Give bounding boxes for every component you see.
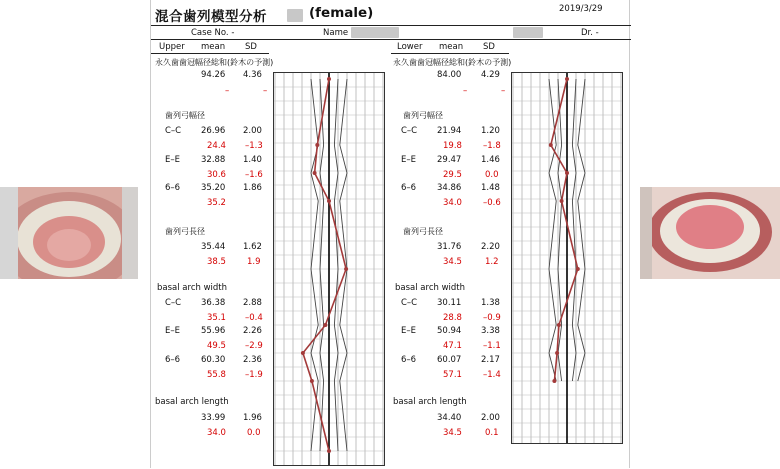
patient-point bbox=[552, 379, 556, 383]
upper-crown-mean: 94.26 bbox=[201, 70, 226, 80]
upper-crown-z: – bbox=[263, 86, 268, 96]
lower-aw-cc-label: C–C bbox=[401, 126, 418, 136]
patient-point bbox=[323, 323, 327, 327]
upper-bw-66-sd: 2.36 bbox=[243, 355, 262, 365]
upper-bw-cc-value: 35.1 bbox=[207, 313, 226, 323]
section-crown-width: 永久歯歯冠幅径総和(鈴木の予測) bbox=[393, 58, 512, 67]
sd-envelope-right bbox=[578, 79, 585, 381]
upper-crown-sd: 4.36 bbox=[243, 70, 262, 80]
lower-profile-plot bbox=[512, 73, 622, 443]
patient-point bbox=[555, 351, 559, 355]
mean-column-header: mean bbox=[201, 42, 226, 52]
lower-bw-66-label: 6–6 bbox=[401, 355, 417, 365]
upper-bw-cc-z: –0.4 bbox=[245, 313, 263, 323]
lower-aw-ee-label: E–E bbox=[401, 155, 416, 165]
header-divider bbox=[151, 25, 631, 26]
lower-bw-cc-mean: 30.11 bbox=[437, 298, 462, 308]
lower-aw-ee-z: 0.0 bbox=[485, 170, 499, 180]
lower-bw-ee-z: –1.1 bbox=[483, 341, 501, 351]
patient-point bbox=[549, 143, 553, 147]
section-crown-width: 永久歯歯冠幅径総和(鈴木の予測) bbox=[155, 58, 274, 67]
lower-aw-ee-mean: 29.47 bbox=[437, 155, 462, 165]
upper-profile-plot bbox=[274, 73, 384, 465]
upper-al-value: 38.5 bbox=[207, 257, 226, 267]
upper-crown-value: – bbox=[225, 86, 230, 96]
lower-crown-mean: 84.00 bbox=[437, 70, 462, 80]
lower-al-mean: 31.76 bbox=[437, 242, 462, 252]
lower-bl-sd: 2.00 bbox=[481, 413, 500, 423]
patient-point bbox=[557, 323, 561, 327]
patient-point bbox=[565, 77, 569, 81]
lower-bw-66-mean: 60.07 bbox=[437, 355, 462, 365]
patient-id-redacted bbox=[287, 9, 303, 22]
lower-bw-ee-mean: 50.94 bbox=[437, 326, 462, 336]
lower-aw-66-value: 34.0 bbox=[443, 198, 462, 208]
lower-bw-66-sd: 2.17 bbox=[481, 355, 500, 365]
patient-point bbox=[301, 351, 305, 355]
upper-aw-66-mean: 35.20 bbox=[201, 183, 226, 193]
upper-al-z: 1.9 bbox=[247, 257, 261, 267]
lower-bw-ee-value: 47.1 bbox=[443, 341, 462, 351]
upper-aw-cc-z: –1.3 bbox=[245, 141, 263, 151]
lower-aw-66-z: –0.6 bbox=[483, 198, 501, 208]
lower-bw-cc-sd: 1.38 bbox=[481, 298, 500, 308]
upper-bw-cc-mean: 36.38 bbox=[201, 298, 226, 308]
section-arch-length: 歯列弓長径 bbox=[165, 227, 205, 236]
name-label: Name bbox=[323, 28, 349, 38]
lower-aw-66-label: 6–6 bbox=[401, 183, 417, 193]
upper-aw-66-value: 35.2 bbox=[207, 198, 226, 208]
upper-aw-66-label: 6–6 bbox=[165, 183, 181, 193]
upper-bw-66-mean: 60.30 bbox=[201, 355, 226, 365]
upper-bl-sd: 1.96 bbox=[243, 413, 262, 423]
name-redacted bbox=[351, 27, 399, 38]
section-basal-length: basal arch length bbox=[155, 397, 229, 407]
upper-aw-ee-value: 30.6 bbox=[207, 170, 226, 180]
lower-bw-66-z: –1.4 bbox=[483, 370, 501, 380]
report-date: 2019/3/29 bbox=[559, 4, 603, 14]
info-redacted bbox=[513, 27, 543, 38]
lower-bw-cc-value: 28.8 bbox=[443, 313, 462, 323]
upper-bw-ee-mean: 55.96 bbox=[201, 326, 226, 336]
upper-arch-photo bbox=[0, 187, 138, 279]
lower-bw-ee-label: E–E bbox=[401, 326, 416, 336]
column-header-rule bbox=[151, 53, 269, 54]
upper-aw-ee-z: –1.6 bbox=[245, 170, 263, 180]
lower-al-sd: 2.20 bbox=[481, 242, 500, 252]
patient-point bbox=[315, 143, 319, 147]
section-basal-width: basal arch width bbox=[157, 283, 228, 293]
upper-aw-cc-label: C–C bbox=[165, 126, 182, 136]
patient-point bbox=[560, 199, 564, 203]
section-arch-width: 歯列弓幅径 bbox=[403, 111, 443, 120]
patient-point bbox=[327, 199, 331, 203]
upper-aw-66-sd: 1.86 bbox=[243, 183, 262, 193]
case-number: Case No. - bbox=[191, 28, 235, 38]
lower-bw-cc-z: –0.9 bbox=[483, 313, 501, 323]
upper-profile-chart bbox=[273, 72, 385, 466]
patient-point bbox=[565, 171, 569, 175]
page-title: 混合歯列模型分析 bbox=[155, 9, 267, 25]
section-basal-length: basal arch length bbox=[393, 397, 467, 407]
upper-bw-66-value: 55.8 bbox=[207, 370, 226, 380]
patient-point bbox=[344, 267, 348, 271]
patient-point bbox=[327, 449, 331, 453]
mean-column-header: mean bbox=[439, 42, 464, 52]
upper-bw-66-z: –1.9 bbox=[245, 370, 263, 380]
lower-crown-z: – bbox=[501, 86, 506, 96]
lower-bw-66-value: 57.1 bbox=[443, 370, 462, 380]
lower-aw-cc-mean: 21.94 bbox=[437, 126, 462, 136]
upper-bw-ee-sd: 2.26 bbox=[243, 326, 262, 336]
upper-bl-value: 34.0 bbox=[207, 428, 226, 438]
lower-bl-z: 0.1 bbox=[485, 428, 499, 438]
sd-column-header: SD bbox=[245, 42, 257, 52]
upper-aw-ee-label: E–E bbox=[165, 155, 180, 165]
upper-bw-ee-value: 49.5 bbox=[207, 341, 226, 351]
upper-bw-cc-sd: 2.88 bbox=[243, 298, 262, 308]
lower-aw-66-mean: 34.86 bbox=[437, 183, 462, 193]
sex-label: (female) bbox=[309, 5, 374, 21]
analysis-sheet bbox=[150, 0, 630, 468]
lower-aw-cc-sd: 1.20 bbox=[481, 126, 500, 136]
lower-arch-photo bbox=[640, 187, 780, 279]
section-arch-length: 歯列弓長径 bbox=[403, 227, 443, 236]
lower-crown-value: – bbox=[463, 86, 468, 96]
upper-aw-ee-sd: 1.40 bbox=[243, 155, 262, 165]
lower-bl-value: 34.5 bbox=[443, 428, 462, 438]
upper-bw-ee-z: –2.9 bbox=[245, 341, 263, 351]
lower-bw-cc-label: C–C bbox=[401, 298, 418, 308]
section-arch-width: 歯列弓幅径 bbox=[165, 111, 205, 120]
lower-aw-cc-value: 19.8 bbox=[443, 141, 462, 151]
lower-bw-ee-sd: 3.38 bbox=[481, 326, 500, 336]
lower-column-header: Lower bbox=[397, 42, 423, 52]
lower-aw-66-sd: 1.48 bbox=[481, 183, 500, 193]
upper-column-header: Upper bbox=[159, 42, 185, 52]
doctor-label: Dr. - bbox=[581, 28, 599, 38]
lower-aw-cc-z: –1.8 bbox=[483, 141, 501, 151]
upper-bl-z: 0.0 bbox=[247, 428, 261, 438]
sd-envelope-right bbox=[572, 79, 576, 381]
upper-bw-cc-label: C–C bbox=[165, 298, 182, 308]
lower-crown-sd: 4.29 bbox=[481, 70, 500, 80]
upper-al-sd: 1.62 bbox=[243, 242, 262, 252]
lower-profile-chart bbox=[511, 72, 623, 444]
patient-point bbox=[313, 171, 317, 175]
lower-aw-ee-sd: 1.46 bbox=[481, 155, 500, 165]
patient-point bbox=[310, 379, 314, 383]
upper-bw-ee-label: E–E bbox=[165, 326, 180, 336]
lower-al-value: 34.5 bbox=[443, 257, 462, 267]
column-header-rule bbox=[391, 53, 509, 54]
section-basal-width: basal arch width bbox=[395, 283, 466, 293]
header-divider-2 bbox=[151, 39, 631, 40]
upper-aw-ee-mean: 32.88 bbox=[201, 155, 226, 165]
upper-aw-cc-mean: 26.96 bbox=[201, 126, 226, 136]
lower-aw-ee-value: 29.5 bbox=[443, 170, 462, 180]
patient-point bbox=[576, 267, 580, 271]
upper-bl-mean: 33.99 bbox=[201, 413, 226, 423]
lower-al-z: 1.2 bbox=[485, 257, 499, 267]
upper-aw-cc-sd: 2.00 bbox=[243, 126, 262, 136]
sd-column-header: SD bbox=[483, 42, 495, 52]
upper-bw-66-label: 6–6 bbox=[165, 355, 181, 365]
patient-point bbox=[327, 77, 331, 81]
upper-al-mean: 35.44 bbox=[201, 242, 226, 252]
upper-aw-cc-value: 24.4 bbox=[207, 141, 226, 151]
lower-bl-mean: 34.40 bbox=[437, 413, 462, 423]
